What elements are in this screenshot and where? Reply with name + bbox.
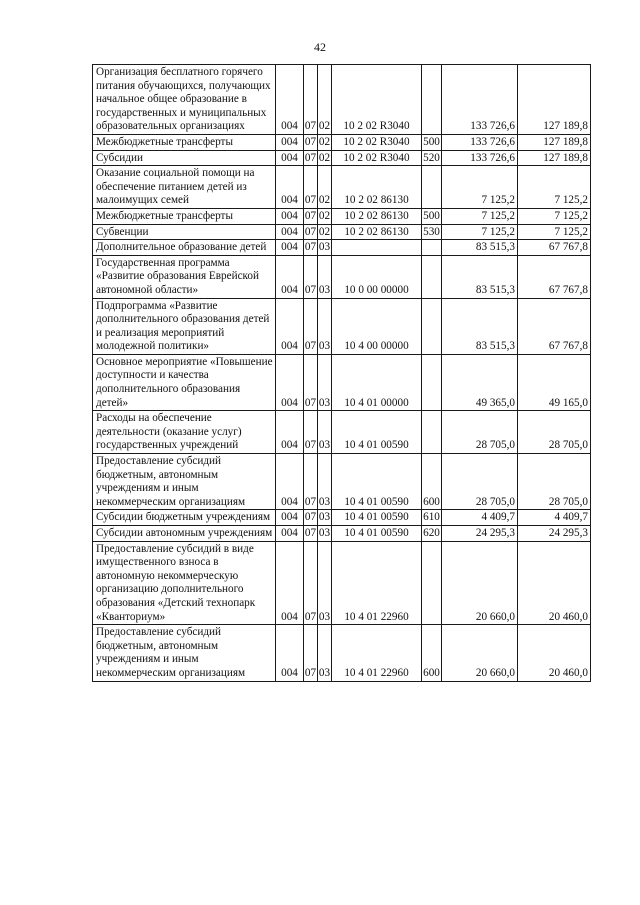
table-row [93,298,591,354]
row-rz-cell: 07 [304,411,318,454]
page-number: 42 [314,40,326,54]
row-sum-2022-cell: 28 705,0 [518,454,591,510]
row-sum-2022-cell: 67 767,8 [518,255,591,298]
table-row [93,150,591,166]
row-sum-2022-cell: 7 125,2 [518,208,591,224]
row-cs-cell: 10 2 02 86130 [332,224,422,240]
row-sum-2022-cell: 20 460,0 [518,541,591,625]
row-gr-cell: 004 [276,208,304,224]
row-vr-cell: 620 [422,526,442,542]
row-cs-cell: 10 0 00 00000 [332,255,422,298]
row-cs-cell: 10 4 01 22960 [332,625,422,681]
row-sum-2021-cell: 7 125,2 [442,224,518,240]
row-vr-cell [422,240,442,256]
row-sum-2021-cell: 7 125,2 [442,166,518,209]
row-name-cell: Государственная программа «Развитие образования Еврейской автономной области» [93,255,276,298]
row-rz-cell: 07 [304,625,318,681]
row-pr-cell: 02 [318,134,332,150]
row-pr-cell: 03 [318,255,332,298]
row-cs-cell: 10 4 01 00590 [332,411,422,454]
row-name-cell: Расходы на обеспечение деятельности (оказание услуг) государственных учреждений [93,411,276,454]
row-gr-cell: 004 [276,166,304,209]
table-row [93,208,591,224]
row-rz-cell: 07 [304,354,318,410]
row-vr-cell: 610 [422,510,442,526]
table-row [93,166,591,209]
row-rz-cell: 07 [304,134,318,150]
table-row [93,510,591,526]
row-sum-2022-cell: 7 125,2 [518,166,591,209]
row-rz-cell: 07 [304,541,318,625]
row-pr-cell: 02 [318,150,332,166]
row-sum-2022-cell: 127 189,8 [518,65,591,135]
row-sum-2022-cell: 24 295,3 [518,526,591,542]
row-rz-cell: 07 [304,65,318,135]
table-row [93,454,591,510]
row-vr-cell [422,65,442,135]
row-gr-cell: 004 [276,454,304,510]
row-cs-cell: 10 2 02 R3040 [332,65,422,135]
row-cs-cell [332,240,422,256]
row-pr-cell: 03 [318,510,332,526]
row-vr-cell [422,411,442,454]
row-sum-2021-cell: 83 515,3 [442,298,518,354]
row-sum-2021-cell: 24 295,3 [442,526,518,542]
table-row [93,625,591,681]
row-gr-cell: 004 [276,625,304,681]
row-pr-cell: 03 [318,240,332,256]
row-vr-cell [422,255,442,298]
row-pr-cell: 02 [318,224,332,240]
row-sum-2021-cell: 28 705,0 [442,411,518,454]
row-vr-cell: 520 [422,150,442,166]
table-row [93,255,591,298]
row-sum-2021-cell: 4 409,7 [442,510,518,526]
row-gr-cell: 004 [276,411,304,454]
row-pr-cell: 03 [318,625,332,681]
row-sum-2021-cell: 28 705,0 [442,454,518,510]
row-rz-cell: 07 [304,166,318,209]
row-cs-cell: 10 4 01 22960 [332,541,422,625]
row-pr-cell: 03 [318,298,332,354]
row-rz-cell: 07 [304,510,318,526]
row-pr-cell: 03 [318,354,332,410]
row-gr-cell: 004 [276,541,304,625]
row-name-cell: Субсидии [93,150,276,166]
row-cs-cell: 10 2 02 R3040 [332,134,422,150]
row-sum-2021-cell: 83 515,3 [442,240,518,256]
row-rz-cell: 07 [304,298,318,354]
row-pr-cell: 03 [318,541,332,625]
row-gr-cell: 004 [276,150,304,166]
row-pr-cell: 02 [318,166,332,209]
row-vr-cell: 530 [422,224,442,240]
row-sum-2021-cell: 133 726,6 [442,134,518,150]
row-gr-cell: 004 [276,354,304,410]
row-sum-2021-cell: 20 660,0 [442,541,518,625]
row-cs-cell: 10 4 00 00000 [332,298,422,354]
row-sum-2022-cell: 28 705,0 [518,411,591,454]
table-row [93,526,591,542]
row-name-cell: Субсидии бюджетным учреждениям [93,510,276,526]
row-rz-cell: 07 [304,150,318,166]
row-gr-cell: 004 [276,510,304,526]
row-pr-cell: 03 [318,411,332,454]
table-row [93,65,591,135]
row-name-cell: Дополнительное образование детей [93,240,276,256]
row-sum-2021-cell: 7 125,2 [442,208,518,224]
table-row [93,354,591,410]
row-sum-2021-cell: 49 365,0 [442,354,518,410]
row-vr-cell: 500 [422,134,442,150]
row-vr-cell [422,354,442,410]
row-gr-cell: 004 [276,526,304,542]
row-sum-2021-cell: 133 726,6 [442,65,518,135]
row-rz-cell: 07 [304,208,318,224]
row-rz-cell: 07 [304,454,318,510]
row-gr-cell: 004 [276,255,304,298]
row-name-cell: Межбюджетные трансферты [93,208,276,224]
row-cs-cell: 10 2 02 86130 [332,166,422,209]
budget-table [92,64,591,682]
row-rz-cell: 07 [304,255,318,298]
row-gr-cell: 004 [276,240,304,256]
row-name-cell: Субсидии автономным учреждениям [93,526,276,542]
row-vr-cell: 600 [422,454,442,510]
row-vr-cell: 500 [422,208,442,224]
row-pr-cell: 03 [318,454,332,510]
row-cs-cell: 10 2 02 R3040 [332,150,422,166]
row-name-cell: Организация бесплатного горячего питания обучающихся, получающих начальное общее образование в государственных и муниципальных образовательных организациях [93,65,276,135]
row-gr-cell: 004 [276,134,304,150]
row-name-cell: Предоставление субсидий бюджетным, автономным учреждениям и иным некоммерческим организациям [93,454,276,510]
row-cs-cell: 10 4 01 00590 [332,526,422,542]
row-name-cell: Подпрограмма «Развитие дополнительного образования детей и реализация мероприятий молодежной политики» [93,298,276,354]
row-cs-cell: 10 4 01 00590 [332,510,422,526]
row-sum-2021-cell: 83 515,3 [442,255,518,298]
row-vr-cell [422,298,442,354]
row-sum-2022-cell: 7 125,2 [518,224,591,240]
row-sum-2022-cell: 49 165,0 [518,354,591,410]
row-sum-2022-cell: 127 189,8 [518,134,591,150]
row-name-cell: Основное мероприятие «Повышение доступности и качества дополнительного образования детей» [93,354,276,410]
row-sum-2022-cell: 67 767,8 [518,298,591,354]
table-row [93,134,591,150]
row-sum-2022-cell: 67 767,8 [518,240,591,256]
row-gr-cell: 004 [276,224,304,240]
row-cs-cell: 10 2 02 86130 [332,208,422,224]
row-gr-cell: 004 [276,65,304,135]
table-row [93,224,591,240]
table-row [93,541,591,625]
row-name-cell: Оказание социальной помощи на обеспечение питанием детей из малоимущих семей [93,166,276,209]
row-pr-cell: 03 [318,526,332,542]
row-name-cell: Предоставление субсидий бюджетным, автономным учреждениям и иным некоммерческим организациям [93,625,276,681]
row-vr-cell [422,541,442,625]
row-rz-cell: 07 [304,240,318,256]
row-sum-2021-cell: 133 726,6 [442,150,518,166]
row-sum-2022-cell: 127 189,8 [518,150,591,166]
row-name-cell: Субвенции [93,224,276,240]
table-row [93,411,591,454]
row-pr-cell: 02 [318,208,332,224]
row-sum-2022-cell: 4 409,7 [518,510,591,526]
row-name-cell: Предоставление субсидий в виде имущественного взноса в автономную некоммерческую организацию дополнительного образования «Детский технопарк «Кванториум» [93,541,276,625]
row-sum-2021-cell: 20 660,0 [442,625,518,681]
row-cs-cell: 10 4 01 00590 [332,454,422,510]
row-vr-cell: 600 [422,625,442,681]
row-rz-cell: 07 [304,224,318,240]
row-name-cell: Межбюджетные трансферты [93,134,276,150]
row-cs-cell: 10 4 01 00000 [332,354,422,410]
row-rz-cell: 07 [304,526,318,542]
table-row [93,240,591,256]
row-sum-2022-cell: 20 460,0 [518,625,591,681]
row-vr-cell [422,166,442,209]
row-gr-cell: 004 [276,298,304,354]
row-pr-cell: 02 [318,65,332,135]
